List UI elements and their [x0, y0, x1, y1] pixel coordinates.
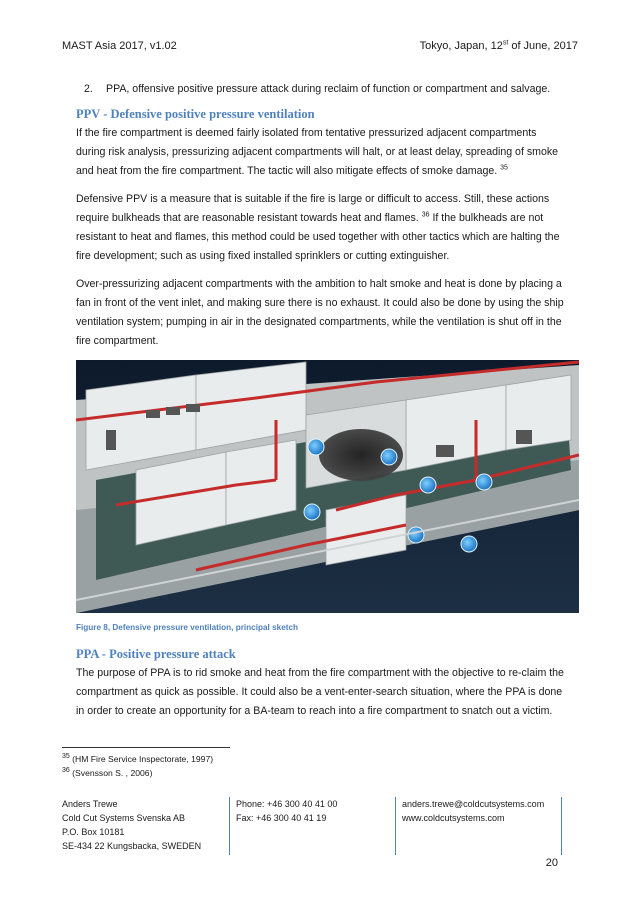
- figure-caption: Figure 8, Defensive pressure ventilation, principal sketch: [76, 623, 299, 632]
- footnote-separator: [62, 747, 230, 748]
- list-number: 2.: [84, 83, 93, 95]
- footnote-ref: 36: [421, 211, 430, 219]
- paragraph: Over-pressurizing adjacent compartments with the ambition to halt smoke and heat is done by placing a fan in front of the vent inlet, and making sure there is no exhaust. It could also be done by using the ship ventilation system; pumping in air in the designated compartments, while the ventilation is shut off in the fire compartment.: [76, 278, 564, 347]
- footer-contact: [402, 797, 562, 855]
- ship-ventilation-figure: [76, 360, 579, 613]
- list-text: PPA, offensive positive pressure attack during reclaim of function or compartment and salvage.: [106, 83, 551, 95]
- paragraph: Defensive PPV is a measure that is suitable if the fire is large or difficult to access. Still, these actions require bulkheads that are reasonable resistant towards heat and flames. $^{36}$ If the bulkheads are not resistant to heat and flames, this method could be used together with other tactics which are halting the fire development; such as using fixed installed sprinklers or cutting extinguisher.: [76, 193, 560, 262]
- paragraph: The purpose of PPA is to rid smoke and heat from the fire compartment with the objective to re-claim the compartment as quick as possible. It could also be a vent-enter-search situation, where the PPA is done in order to create an opportunity for a BA-team to reach into a fire compartment to snatch out a victim.: [76, 667, 564, 717]
- page-header: [62, 40, 578, 56]
- page-footer: [62, 797, 558, 857]
- header-date: Tokyo, Japan, 12st of June, 2017: [419, 39, 578, 52]
- footnotes: [62, 752, 213, 780]
- header-title: MAST Asia 2017, v1.02: [62, 40, 177, 52]
- footnote: $^{36}$ (Svensson S. , 2006): [62, 767, 153, 778]
- footer-address: Anders Trewe Cold Cut Systems Svenska AB P.O. Box 10181 SE-434 22 Kungsbacka, SWEDEN: [62, 797, 230, 855]
- website-link[interactable]: www.coldcutsystems.com: [402, 813, 505, 823]
- page-body: [76, 80, 566, 730]
- section-heading-ppa: PPA - Positive pressure attack: [76, 647, 236, 661]
- footer-phone: Phone: +46 300 40 41 00 Fax: +46 300 40 41 19: [236, 797, 396, 855]
- section-heading-ppv: PPV - Defensive positive pressure ventilation: [76, 107, 315, 121]
- footnote-ref: 35: [500, 164, 508, 172]
- footnote: $^{35}$ (HM Fire Service Inspectorate, 1997): [62, 753, 214, 764]
- page-number: 20: [545, 857, 558, 869]
- paragraph: If the fire compartment is deemed fairly isolated from tentative pressurized adjacent compartments during risk analysis, pressurizing adjacent compartments will halt, or at least delay, spreading of smoke and heat from the fire compartment. The tactic will also mitigate effects of smoke damage. $^{35}$: [76, 127, 559, 177]
- list-item: [84, 80, 566, 99]
- email-link[interactable]: anders.trewe@coldcutsystems.com: [402, 799, 545, 809]
